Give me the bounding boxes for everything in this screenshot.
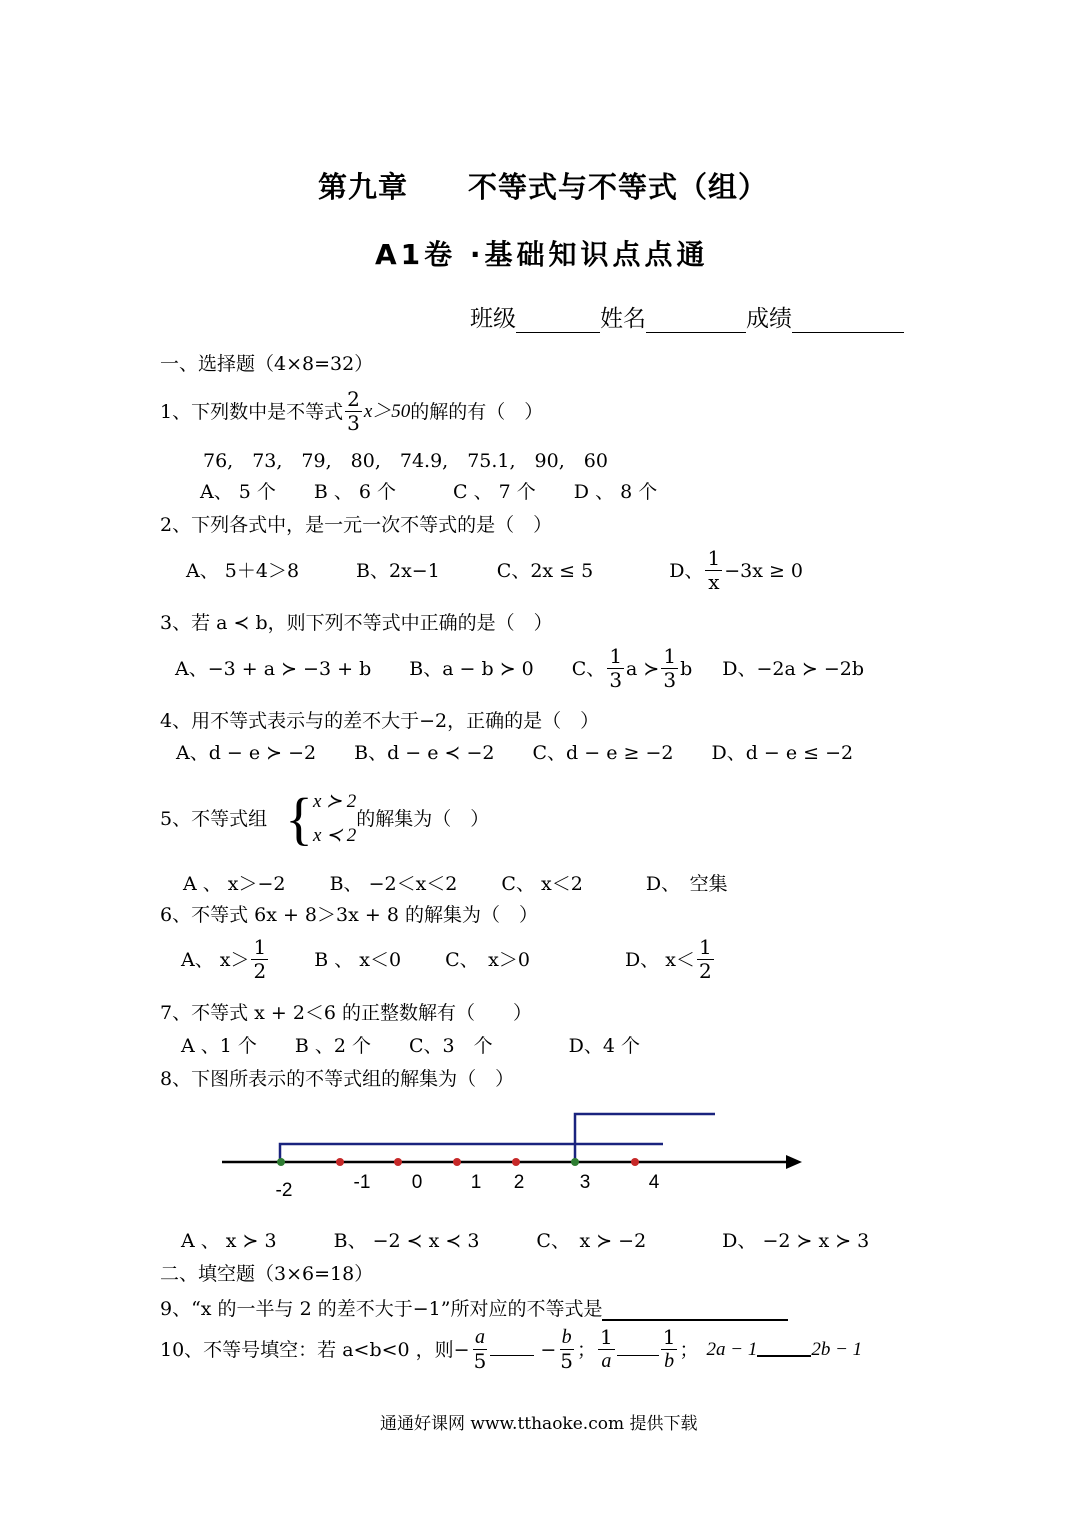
page-subtitle: A1卷 ·基础知识点点通	[375, 238, 709, 271]
name-label: 姓名	[600, 306, 646, 332]
question-8: 8、下图所表示的不等式组的解集为（ ）	[160, 1068, 515, 1090]
q6-d-fraction: $\frac{1}{2}$	[698, 935, 712, 983]
question-1	[160, 388, 543, 435]
q9-stem: 9、“x 的一半与 2 的差不大于−1”所对应的不等式是	[160, 1298, 603, 1320]
q10-fraction-1: $\frac{a}{5}$	[473, 1326, 487, 1373]
class-blank[interactable]	[516, 308, 600, 333]
q3-option-d: D、−2a ≻ −2b	[722, 657, 864, 680]
number-line-point	[571, 1158, 579, 1166]
q2-options	[186, 547, 803, 594]
q10-blank-2[interactable]	[617, 1343, 659, 1356]
q10-fraction-4: $\frac{1}{b}$	[662, 1325, 676, 1372]
number-line-tick-label: 3	[579, 1172, 591, 1193]
q6-options-bcd: B 、 x＜0 C、 x＞0 D、 x＜	[314, 948, 695, 971]
number-line-point	[394, 1158, 402, 1166]
q5-prefix: 5、不等式组	[160, 808, 268, 830]
question-6: 6、不等式 6x + 8＞3x + 8 的解集为（ ）	[160, 904, 538, 926]
q1-prefix: 1、下列数中是不等式	[160, 400, 344, 423]
q9-answer-blank[interactable]	[602, 1295, 788, 1321]
q3-c-mid: a ≻	[626, 657, 660, 680]
q1-suffix: 的解的有（ ）	[410, 400, 544, 423]
q6-a-fraction: $\frac{1}{2}$	[253, 935, 267, 983]
number-line-point	[453, 1158, 461, 1166]
number-line-point	[277, 1158, 285, 1166]
q10-minus: −	[540, 1338, 557, 1361]
question-5	[160, 785, 489, 853]
question-4: 4、用不等式表示与的差不大于−2，正确的是（ ）	[160, 710, 600, 732]
q10-fraction-2: $\frac{b}{5}$	[560, 1326, 573, 1373]
q1-fraction: $\frac{2}{3}$	[347, 387, 360, 435]
number-line-lines	[222, 1114, 788, 1162]
number-line-tick-label: -1	[353, 1172, 371, 1193]
q6-options	[181, 936, 716, 983]
number-line-tick-label: -2	[275, 1180, 293, 1201]
section2-heading: 二、填空题（3×6=18）	[160, 1263, 374, 1285]
q10-separator-2: ；	[679, 1338, 699, 1361]
q1-numbers: 76, 73, 79, 80, 74.9, 75.1, 90, 60	[203, 450, 608, 472]
q5-system	[313, 785, 356, 853]
q5-line-1: x ≻ 2	[312, 791, 357, 812]
number-line-point	[336, 1158, 344, 1166]
q1-options: A、 5 个 B 、 6 个 C 、 7 个 D 、 8 个	[200, 481, 658, 503]
q2-options-abc: A、 5＋4＞8 B、2x−1 C、2x ≤ 5 D、	[186, 559, 704, 582]
number-line-figure	[0, 1100, 1087, 1210]
axis-arrow	[786, 1155, 802, 1169]
number-line-tick-label: 2	[513, 1172, 525, 1193]
question-3: 3、若 a ≺ b，则下列不等式中正确的是（ ）	[160, 612, 553, 634]
footer-text: 通通好课网 www.tthaoke.com 提供下载	[380, 1414, 698, 1434]
number-line-labels	[276, 1172, 660, 1201]
q5-suffix: 的解集为（ ）	[356, 808, 490, 830]
name-blank[interactable]	[646, 308, 746, 333]
score-label: 成绩	[746, 306, 792, 332]
q6-option-a: A、 x＞	[181, 948, 250, 971]
q10-prefix: 10、不等号填空：若 a<b<0 ，则−	[160, 1338, 470, 1361]
class-label: 班级	[470, 306, 516, 332]
q5-brace: {	[285, 786, 313, 851]
bracket-from-3	[575, 1114, 715, 1162]
number-line-point	[631, 1158, 639, 1166]
number-line-point	[512, 1158, 520, 1166]
q8-options: A 、 x ≻ 3 B、 −2 ≺ x ≺ 3 C、 x ≻ −2 D、 −2 ≻ x ≻ 3	[181, 1230, 870, 1252]
q3-c-fraction-2: $\frac{1}{3}$	[663, 644, 677, 692]
q10-expression-2: 2b − 1	[811, 1338, 863, 1360]
number-line-tick-label: 0	[411, 1172, 423, 1193]
question-9	[160, 1295, 788, 1321]
score-blank[interactable]	[792, 308, 904, 333]
q5-line-2: x ≺ 2	[312, 825, 357, 846]
q3-c-end: b	[680, 657, 693, 680]
q2-d-rest: −3x ≥ 0	[724, 559, 804, 582]
q7-options: A 、1 个 B 、2 个 C、3 个 D、4 个	[181, 1035, 641, 1057]
q4-options: A、d − e ≻ −2 B、d − e ≺ −2 C、d − e ≥ −2 D、d − e ≤ −2	[176, 742, 854, 764]
number-line-tick-label: 4	[648, 1172, 660, 1193]
page-title: 第九章 不等式与不等式（组）	[318, 170, 769, 204]
question-2: 2、下列各式中，是一元一次不等式的是（ ）	[160, 514, 553, 536]
q10-blank-3[interactable]	[757, 1343, 811, 1357]
question-10	[160, 1326, 862, 1373]
q3-options	[175, 645, 864, 692]
number-line-tick-label: 1	[470, 1172, 482, 1193]
question-7: 7、不等式 x + 2＜6 的正整数解有（ ）	[160, 1002, 533, 1024]
q2-d-fraction: $\frac{1}{x}$	[707, 546, 721, 594]
q10-expression-1: 2a − 1	[706, 1338, 758, 1360]
student-info	[470, 300, 904, 333]
q3-options-ab: A、−3 + a ≻ −3 + b B、a − b ≻ 0 C、	[175, 657, 606, 680]
q5-options: A 、 x＞−2 B、 −2＜x＜2 C、 x＜2 D、 空集	[183, 873, 728, 895]
section1-heading: 一、选择题（4×8=32）	[160, 353, 374, 375]
q1-inequality: x＞50	[363, 400, 411, 422]
q3-c-fraction-1: $\frac{1}{3}$	[609, 644, 623, 692]
q10-separator-1: ；	[577, 1338, 597, 1361]
q10-fraction-3: $\frac{1}{a}$	[600, 1325, 613, 1372]
q10-blank-1[interactable]	[490, 1343, 534, 1356]
